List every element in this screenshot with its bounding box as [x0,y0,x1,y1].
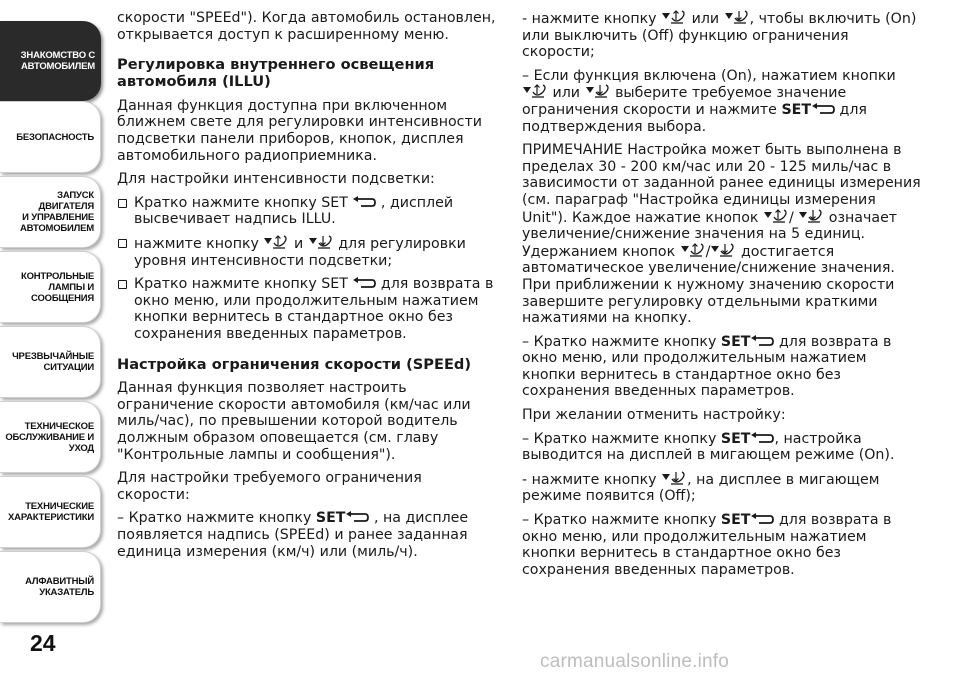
tab-specifications[interactable] [0,476,101,548]
up-arrow-button-icon [763,209,789,224]
note-paragraph [522,142,922,327]
tab-label-line: АВТОМОБИЛЕМ [21,61,95,72]
down-arrow-button-icon [710,243,736,258]
down-arrow-button-icon [585,84,611,99]
set-label: SET [720,512,751,529]
bullet-text: для возврата в окно меню, или продолжительным нажатием кнопки вернитесь в стандартное окно без сохранения введенных параметров. [134,276,494,342]
tab-introduction[interactable] [0,21,101,101]
step-text: – Если функция включена (On), нажатием кнопки [522,67,896,84]
set-return-arrow-icon [811,103,835,115]
intro-paragraph: скорости "SPEEd"). Когда автомобиль остановлен, открывается доступ к расширенному меню. [117,10,496,43]
tab-label-line: СИТУАЦИИ [43,362,94,373]
note-text: означает увеличение/снижение значения на 5 единиц. Удержанием кнопок [522,209,898,260]
tab-label-line: ТЕХНИЧЕСКИЕ [25,501,94,512]
note-text: / [788,209,794,226]
set-return-arrow-icon [750,513,774,525]
tab-index[interactable] [0,551,101,623]
step-text: для возврата в окно меню, или продолжительным нажатием кнопки вернитесь в стандартное окно без сохранения введенных параметров. [522,333,892,400]
speed-step-2 [522,10,922,61]
step-text: , на дисплее появляется надпись (SPEEd) и ранее заданная единица измерения (км/ч) или (миль/ч). [117,510,469,560]
illu-instructions-lead: Для настройки интенсивности подсветки: [117,171,435,188]
step-text: - нажмите кнопку [522,471,657,488]
step-text: , настройка выводится на дисплей в мигающем режиме (On). [522,430,895,464]
tab-label-line: БЕЗОПАСНОСТЬ [16,131,94,143]
step-text: для подтверждения выбора. [522,101,867,135]
step-text: – Кратко нажмите кнопку [522,430,717,447]
speed-step-4 [522,334,922,400]
tab-label-line: ТЕХНИЧЕСКОЕ [24,420,94,432]
step-text: или [691,11,720,27]
set-return-arrow-icon [352,277,376,289]
down-arrow-button-icon [798,209,824,224]
list-item [117,195,499,228]
tab-label-line: УХОД [68,442,94,454]
up-arrow-button-icon [680,243,706,258]
tab-warning-lights[interactable] [0,251,101,323]
tab-safety[interactable] [0,101,101,173]
section-heading-illu: Регулировка внутреннего освещения автомобиля (ILLU) [117,56,435,90]
tab-label-line: УКАЗАТЕЛЬ [39,587,94,598]
tab-label-line: ОБСЛУЖИВАНИЕ И [5,431,94,443]
step-text: – Кратко нажмите кнопку [117,510,312,527]
set-label: SET [720,333,751,350]
chapter-tabs [0,0,101,678]
section-heading-speed: Настройка ограничения скорости (SPEEd) [117,355,472,373]
tab-label-line: ЧРЕЗВЫЧАЙНЫЕ [12,351,94,362]
step-text: – Кратко нажмите кнопку [522,333,717,350]
down-arrow-button-icon [724,10,750,25]
speed-step-1 [117,510,499,560]
step-text: выберите требуемое значение ограничения скорости и нажмите [522,85,847,118]
right-column [522,10,922,585]
down-arrow-button-icon [308,235,334,250]
bullet-text: нажмите кнопку [134,235,259,252]
checkbox-bullet-icon [118,239,127,248]
tab-label-line: ЛАМПЫ И [48,281,94,293]
cancel-step-1 [522,431,922,464]
illu-description: Данная функция доступна при включенном ближнем свете для регулировки интенсивности подсветки панели приборов, кнопок, дисплея автомобильного радиоприемника. [117,97,482,164]
bullet-text: и [293,235,304,252]
set-return-arrow-icon [345,511,369,523]
set-return-arrow-icon [352,196,376,208]
down-arrow-button-icon [661,471,687,486]
tab-starting-and-driving[interactable] [0,176,101,248]
bullet-text: для регулировки уровня интенсивности подсветки; [134,235,466,269]
tab-label-line: ХАРАКТЕРИСТИКИ [8,512,94,523]
bullet-text: , дисплей высвечивает надпись ILLU. [134,194,454,228]
step-text: или [552,85,581,102]
set-label: SET [720,430,751,447]
checkbox-bullet-icon [118,199,127,208]
watermark: carmanualsonline.info [540,651,730,672]
step-text: , на дисплее в мигающем режиме появится (Off); [522,471,880,505]
checkbox-bullet-icon [118,280,127,289]
tab-label-line: СООБЩЕНИЯ [31,292,94,304]
tab-label-line: ЗНАКОМСТВО С [20,50,95,61]
tab-maintenance[interactable] [0,401,101,473]
page-number: 24 [30,630,56,656]
cancel-step-3 [522,512,922,578]
note-text: ПРИМЕЧАНИЕ Настройка может быть выполнена в пределах 30 - 200 км/час или 20 - 125 миль/час в зависимости от заданной ранее единицы измерения (см. параграф "Настройка единицы измерения Unit"). Каждое нажатие кнопок [522,142,921,226]
tab-label-line: АВТОМОБИЛЕМ [20,223,94,234]
set-label: SET [781,101,812,118]
speed-description: Данная функция позволяет настроить ограничение скорости автомобиля (км/час или миль/час), по превышении которой водитель должным образом оповещается (см. главу "Контрольные лампы и сообщения"). [117,380,471,463]
step-text: для возврата в окно меню, или продолжительным нажатием кнопки вернитесь в стандартное окно без сохранения введенных параметров. [522,512,892,578]
set-label: SET [315,510,346,527]
cancel-lead: При желании отменить настройку: [522,407,786,424]
tab-label-line: ЗАПУСК ДВИГАТЕЛЯ [38,190,94,212]
tab-label-line: АЛФАВИТНЫЙ [25,576,94,587]
tab-emergencies[interactable] [0,326,101,398]
step-text: - нажмите кнопку [522,11,657,27]
speed-step-3 [522,68,922,135]
up-arrow-button-icon [522,84,548,99]
up-arrow-button-icon [661,10,687,25]
list-item [117,235,499,269]
note-text: / [705,243,711,260]
list-item [117,276,499,342]
note-text: достигается автоматическое увеличение/снижение значения. При приближении к нужному значению скорости завершите регулировку отдельными краткими нажатиями на кнопку. [522,243,895,327]
set-return-arrow-icon [750,432,774,444]
cancel-step-2 [522,471,922,505]
bullet-text: Кратко нажмите кнопку SET [134,276,348,293]
step-text: , чтобы включить (On) или выключить (Off) функцию ограничения скорости; [522,11,917,61]
speed-instructions-lead: Для настройки требуемого ограничения скорости: [117,470,422,503]
step-text: – Кратко нажмите кнопку [522,512,717,529]
tab-label-line: КОНТРОЛЬНЫЕ [20,270,94,282]
bullet-text: Кратко нажмите кнопку SET [134,194,348,211]
tab-label-line: И УПРАВЛЕНИЕ [22,212,94,223]
up-arrow-button-icon [263,235,289,250]
left-column [117,10,499,567]
set-return-arrow-icon [750,335,774,347]
